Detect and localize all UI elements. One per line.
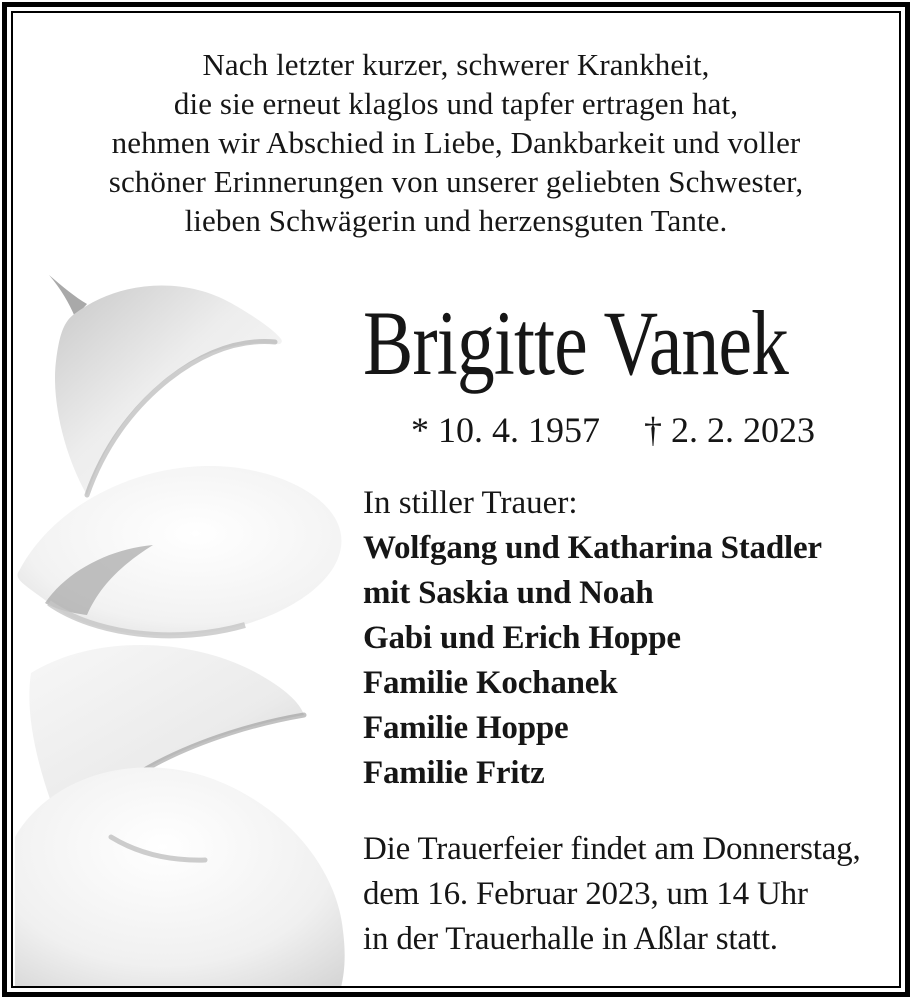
funeral-line: in der Trauerhalle in Aßlar statt. <box>363 921 778 957</box>
obituary-card <box>2 2 910 997</box>
birth-date: * 10. 4. 1957 <box>411 410 600 450</box>
mourner-line: Gabi und Erich Hoppe <box>363 620 681 656</box>
opening-line: lieben Schwägerin und herzensguten Tante. <box>184 203 728 238</box>
funeral-details <box>363 827 868 962</box>
mourning-intro: In stiller Trauer: <box>363 485 578 521</box>
deceased-name: Brigitte Vanek <box>363 292 789 394</box>
obituary-inner-border <box>11 11 901 988</box>
opening-paragraph <box>13 45 899 240</box>
mourner-line: Familie Kochanek <box>363 665 618 701</box>
mourner-line: Familie Hoppe <box>363 710 569 746</box>
life-dates <box>363 409 863 451</box>
funeral-line: dem 16. Februar 2023, um 14 Uhr <box>363 876 808 912</box>
mourner-line: Wolfgang und Katharina Stadler <box>363 530 822 566</box>
opening-line: die sie erneut klaglos und tapfer ertragen hat, <box>173 86 739 121</box>
calla-lily-image <box>15 271 353 988</box>
opening-line: schöner Erinnerungen von unserer geliebten Schwester, <box>108 164 804 199</box>
mourner-line: mit Saskia und Noah <box>363 575 654 611</box>
funeral-line: Die Trauerfeier findet am Donnerstag, <box>363 831 861 867</box>
opening-line: nehmen wir Abschied in Liebe, Dankbarkeit und voller <box>111 125 801 160</box>
death-date: † 2. 2. 2023 <box>644 410 815 450</box>
mourners-block <box>363 481 868 796</box>
notice-body <box>363 292 868 962</box>
opening-line: Nach letzter kurzer, schwerer Krankheit, <box>202 47 710 82</box>
mourner-line: Familie Fritz <box>363 755 545 791</box>
